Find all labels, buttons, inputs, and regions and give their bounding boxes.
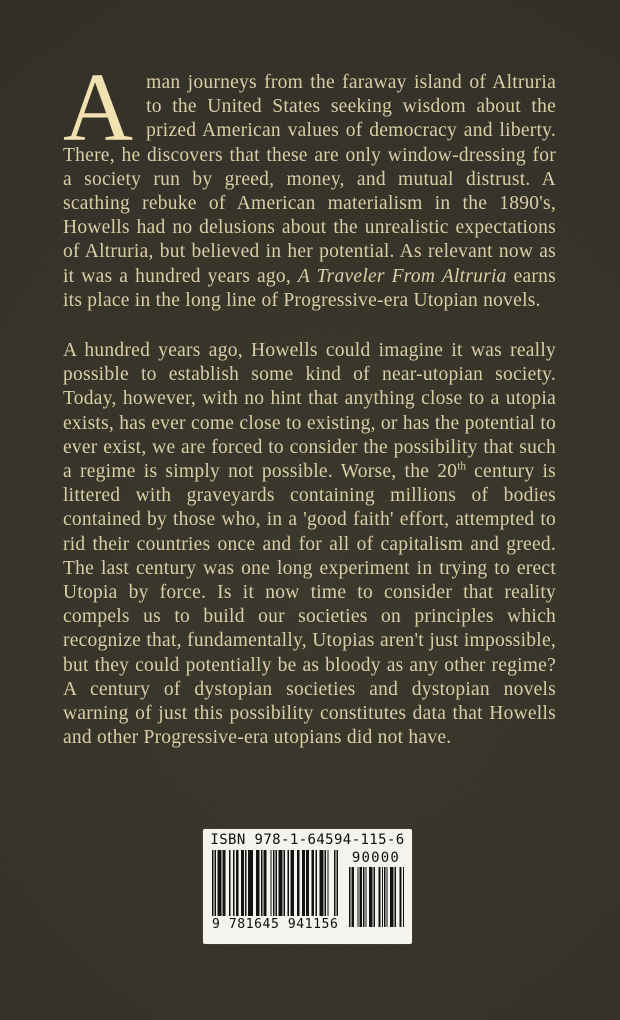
paragraph-2-text: A hundred years ago, Howells could imagine it was really possible to establish some kind of near-utopian society. Today, however, with no hint that anything close to a utopia exists, has ever come close to existing, or has the potential to ever exist, we are forced to consider the possibility that such a regime is simply not possible. Worse, the 20th century is littered with graveyards containing millions of bodies contained by those who, in a 'good faith' effort, attempted to rid their countries once and for all of capitalism and greed. The last century was one long experiment in trying to erect Utopia by force. Is it now time to consider that reality compels us to build our societies on principles which recognize that, fundamentally, Utopias aren't just impossible, but they could potentially be as bloody as any other regime? A century of dystopian societies and dystopian novels warning of just this possibility constitutes data that Howells and other Progressive-era utopians did not have. (63, 340, 556, 749)
price-code: 90000 (351, 850, 401, 866)
ean13-column (212, 850, 338, 932)
isbn-barcode (203, 829, 412, 944)
isbn-number: ISBN 978-1-64594-115-6 (210, 832, 405, 848)
blurb-paragraph-2 (63, 339, 556, 750)
blurb-paragraph-1 (63, 54, 556, 313)
drop-cap: A (63, 54, 134, 161)
barcode-bars-row (203, 848, 412, 932)
supplement-column (347, 850, 405, 927)
ean13-digits: 9 781645 941156 (212, 917, 339, 932)
back-cover-blurb (63, 54, 556, 776)
ean13-bars (212, 850, 338, 916)
supplement-bars (348, 867, 404, 927)
paragraph-1-text: man journeys from the faraway island of Altruria to the United States seeking wisdom about the prized American values of democracy and liberty. There, he discovers that these are only window-dressing for a society run by greed, money, and mutual distrust. A scathing rebuke of American materialism in the 1890's, Howells had no delusions about the unrealistic expectations of Altruria, but believed in her potential. As relevant now as it was a hundred years ago, A Traveler From Altruria earns its place in the long line of Progressive-era Utopian novels. (63, 72, 556, 311)
